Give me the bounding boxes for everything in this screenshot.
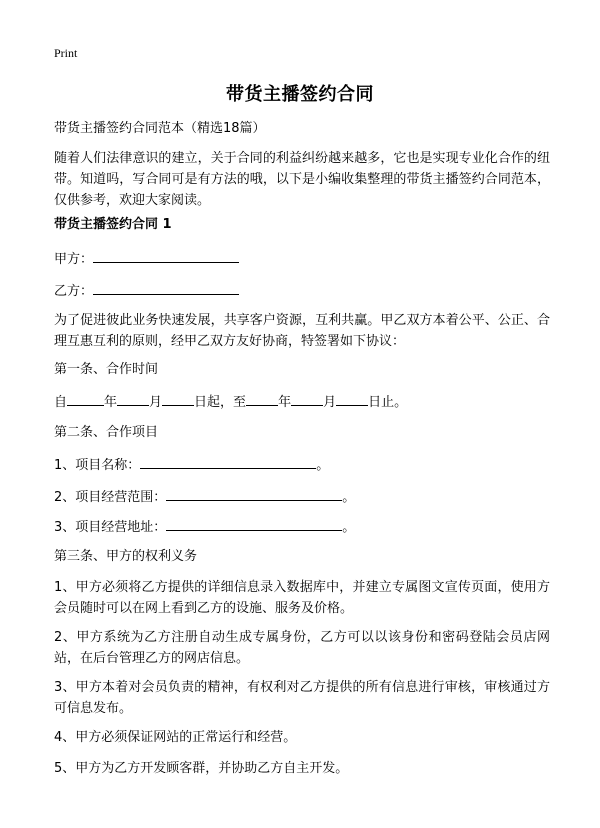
article3-title: 第三条、甲方的权利义务 (54, 549, 198, 564)
party-b-line (54, 280, 550, 302)
year2-text: 年 (278, 395, 292, 410)
start-month-blank (117, 391, 149, 406)
date-line (54, 391, 550, 413)
page-title: 带货主播签约合同 (226, 84, 374, 105)
end-year-blank (246, 391, 278, 406)
item-address-label: 3、项目经营地址： (54, 520, 167, 535)
preamble-paragraph: 为了促进彼此业务快速发展，共享客户资源，互利共赢。甲乙双方本着公平、公正、合理互惠互利的原则，经甲乙双方友好协商，特签署如下协议： (54, 313, 550, 349)
item-name-blank (140, 454, 316, 469)
item-scope-period: 。 (342, 490, 356, 505)
section-heading: 带货主播签约合同 1 (54, 217, 172, 232)
intro-paragraph: 随着人们法律意识的建立，关于合同的利益纠纷越来越多，它也是实现专业化合作的纽带。知道吗，写合同可是有方法的哦，以下是小编收集整理的带货主播签约合同范本，仅供参考，欢迎大家阅读。 (54, 151, 550, 208)
start-year-blank (67, 391, 104, 406)
item-scope-label: 2、项目经营范围： (54, 490, 167, 505)
clause-5: 5、甲方为乙方开发顾客群，并协助乙方自主开发。 (54, 761, 349, 776)
day-from-text: 日起，至 (194, 395, 247, 410)
print-link[interactable]: Print (54, 46, 78, 60)
party-a-line (54, 248, 550, 270)
year-text: 年 (104, 395, 118, 410)
article1-title: 第一条、合作时间 (54, 362, 159, 377)
party-b-label: 乙方： (54, 284, 94, 299)
document-subtitle: 带货主播签约合同范本（精选18篇） (54, 121, 266, 136)
day-end-text: 日止。 (368, 395, 408, 410)
item-scope-line (54, 486, 550, 508)
clause-2: 2、甲方系统为乙方注册自动生成专属身份，乙方可以以该身份和密码登陆会员店网站，在后台管理乙方的网店信息。 (54, 630, 550, 666)
party-a-label: 甲方： (54, 252, 94, 267)
end-day-blank (336, 391, 368, 406)
clause-1: 1、甲方必须将乙方提供的详细信息录入数据库中，并建立专属图文宣传页面，使用方会员随时可以在网上看到乙方的设施、服务及价格。 (54, 580, 550, 616)
clause-3: 3、甲方本着对会员负责的精神，有权利对乙方提供的所有信息进行审核，审核通过方可信息发布。 (54, 680, 550, 716)
article2-title: 第二条、合作项目 (54, 425, 159, 440)
item-scope-blank (166, 486, 342, 501)
party-b-blank (93, 280, 239, 295)
item-address-period: 。 (342, 520, 356, 535)
party-a-blank (93, 248, 239, 263)
item-address-blank (166, 516, 342, 531)
month-text: 月 (149, 395, 163, 410)
month2-text: 月 (323, 395, 337, 410)
date-from-text: 自 (54, 395, 68, 410)
clause-4: 4、甲方必须保证网站的正常运行和经营。 (54, 730, 297, 745)
item-name-period: 。 (316, 458, 330, 473)
item-address-line (54, 516, 550, 538)
end-month-blank (291, 391, 323, 406)
item-name-line (54, 454, 550, 476)
item-name-label: 1、项目名称： (54, 458, 141, 473)
start-day-blank (162, 391, 194, 406)
